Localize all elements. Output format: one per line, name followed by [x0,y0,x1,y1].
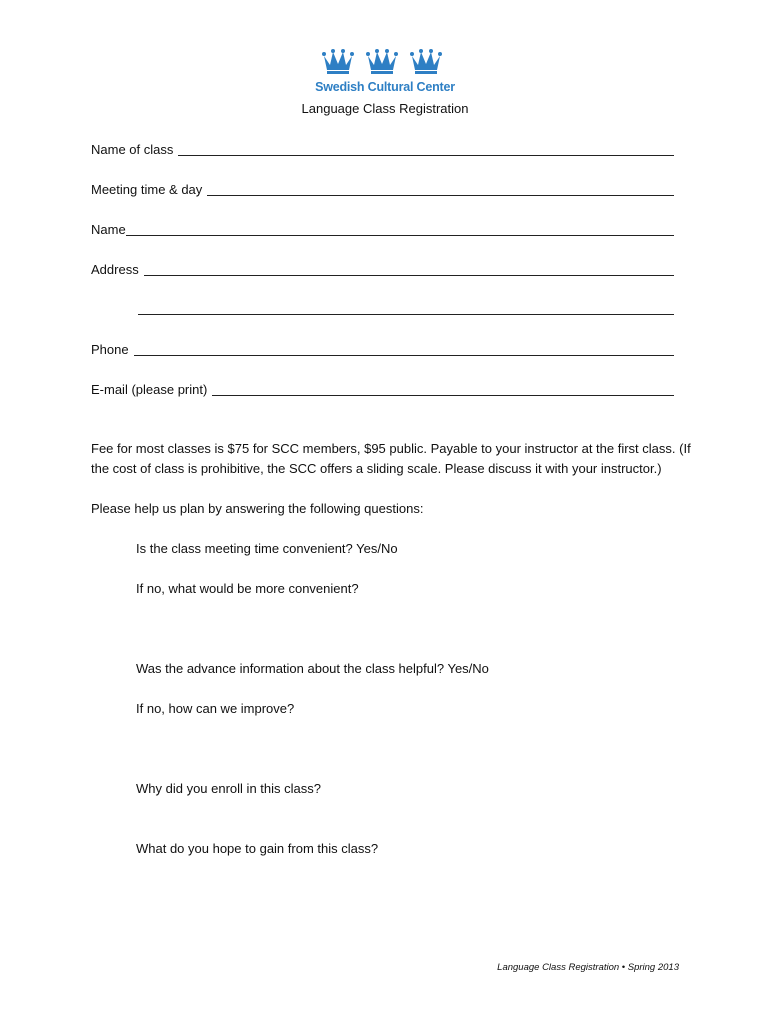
field-label: Phone [91,342,129,357]
phone-field[interactable] [91,339,674,357]
email-field[interactable] [91,379,674,397]
swedish-cultural-center-logo [312,48,458,98]
address-input-line[interactable] [144,261,674,276]
name-field[interactable] [91,219,674,237]
name-of-class-field[interactable] [91,139,674,157]
meeting-time-field[interactable] [91,179,674,197]
field-label: Meeting time & day [91,182,203,197]
questions-intro: Please help us plan by answering the following questions: [91,501,424,516]
address-second-line[interactable] [138,314,674,315]
question-5: Why did you enroll in this class? [136,781,321,796]
field-label: Name [91,222,126,237]
logo-text: Swedish Cultural Center [315,80,455,94]
page-footer: Language Class Registration • Spring 2013 [497,962,679,973]
fee-text-line-1: Fee for most classes is $75 for SCC members, $95 public. Payable to your instructor at the first class. (If [91,441,691,456]
name-of-class-input-line[interactable] [178,141,674,156]
question-2: If no, what would be more convenient? [136,581,359,596]
phone-input-line[interactable] [134,341,674,356]
question-3: Was the advance information about the class helpful? Yes/No [136,661,489,676]
question-6: What do you hope to gain from this class? [136,841,379,856]
email-input-line[interactable] [212,381,674,396]
address-field[interactable] [91,259,674,277]
document-title: Language Class Registration [301,101,469,116]
name-input-line[interactable] [126,221,674,236]
fee-paragraph [91,439,691,479]
field-label: Name of class [91,142,174,157]
question-1: Is the class meeting time convenient? Yes/No [136,541,398,556]
meeting-time-input-line[interactable] [207,181,674,196]
fee-text-line-2: the cost of class is prohibitive, the SCC offers a sliding scale. Please discuss it with your instructor.) [91,461,662,476]
field-label: E-mail (please print) [91,382,208,397]
three-crowns-icon [322,48,448,76]
question-4: If no, how can we improve? [136,701,295,716]
field-label: Address [91,262,139,277]
